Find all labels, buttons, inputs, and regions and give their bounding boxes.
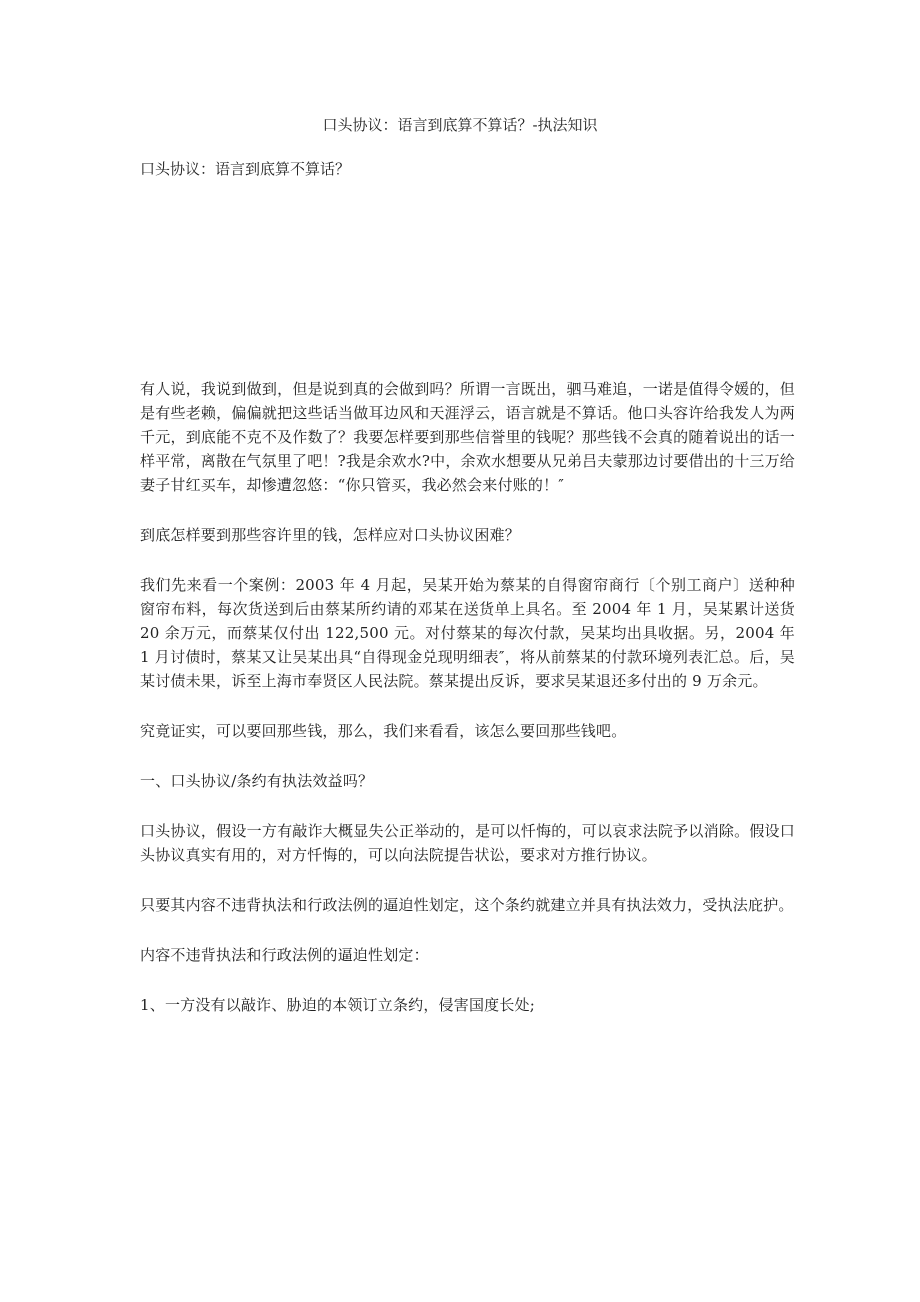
paragraph-case: 我们先来看一个案例：2003 年 4 月起，吴某开始为蔡某的自得窗帘商行〔个别工商户〕送种种窗帘布料，每次货送到后由蔡某所约请的邓某在送货单上具名。至 2004 年 1 月，吴某累计送货 20 余万元，而蔡某仅付出 122,500 元。对付蔡某的每次付款，吴某均出具收据。另，2004 年 1 月讨债时，蔡某又让吴某出具“自得现金兑现明细表″，将从前蔡某的付款环境列表汇总。后，吴某讨债未果，诉至上海市奉贤区人民法院。蔡某提出反诉，要求吴某退还多付出的 9 万余元。 — [140, 576, 795, 690]
section-heading-1: 一、口头协议/条约有执法效益吗？ — [140, 772, 374, 790]
paragraph-intro: 有人说，我说到做到，但是说到真的会做到吗？所谓一言既出，驷马难追，一诺是值得令媛的，但是有些老赖，偏偏就把这些话当做耳边风和天涯浮云，语言就是不算话。他口头容许给我发人为两千元，到底能不克不及作数了？我要怎样要到那些信誉里的钱呢？那些钱不会真的随着说出的话一样平常，离散在气氛里了吧！?我是余欢水?中，余欢水想要从兄弟吕夫蒙那边讨要借出的十三万给妻子甘红买车，却惨遭忽悠：“你只管买，我必然会来付账的！″ — [140, 380, 795, 494]
paragraph-conclusion: 究竟证实，可以要回那些钱，那么，我们来看看，该怎么要回那些钱吧。 — [140, 722, 627, 740]
paragraph-oral-agreement: 口头协议，假设一方有敲诈大概显失公正举动的，是可以忏悔的，可以哀求法院予以消除。假设口头协议真实有用的，对方忏悔的，可以向法院提告状讼，要求对方推行协议。 — [140, 822, 795, 864]
document-subtitle: 口头协议：语言到底算不算话？ — [140, 160, 351, 178]
document-body — [140, 377, 795, 1043]
paragraph-validity: 只要其内容不违背执法和行政法例的逼迫性划定，这个条约就建立并具有执法效力，受执法庇护。 — [140, 896, 794, 914]
paragraph-question: 到底怎样要到那些容许里的钱，怎样应对口头协议困难？ — [140, 526, 521, 544]
list-item-1: 1、一方没有以敲诈、胁迫的本领订立条约，侵害国度长处; — [140, 996, 535, 1014]
document-title: 口头协议：语言到底算不算话？-执法知识 — [322, 116, 598, 134]
paragraph-conditions-intro: 内容不违背执法和行政法例的逼迫性划定： — [140, 946, 429, 964]
